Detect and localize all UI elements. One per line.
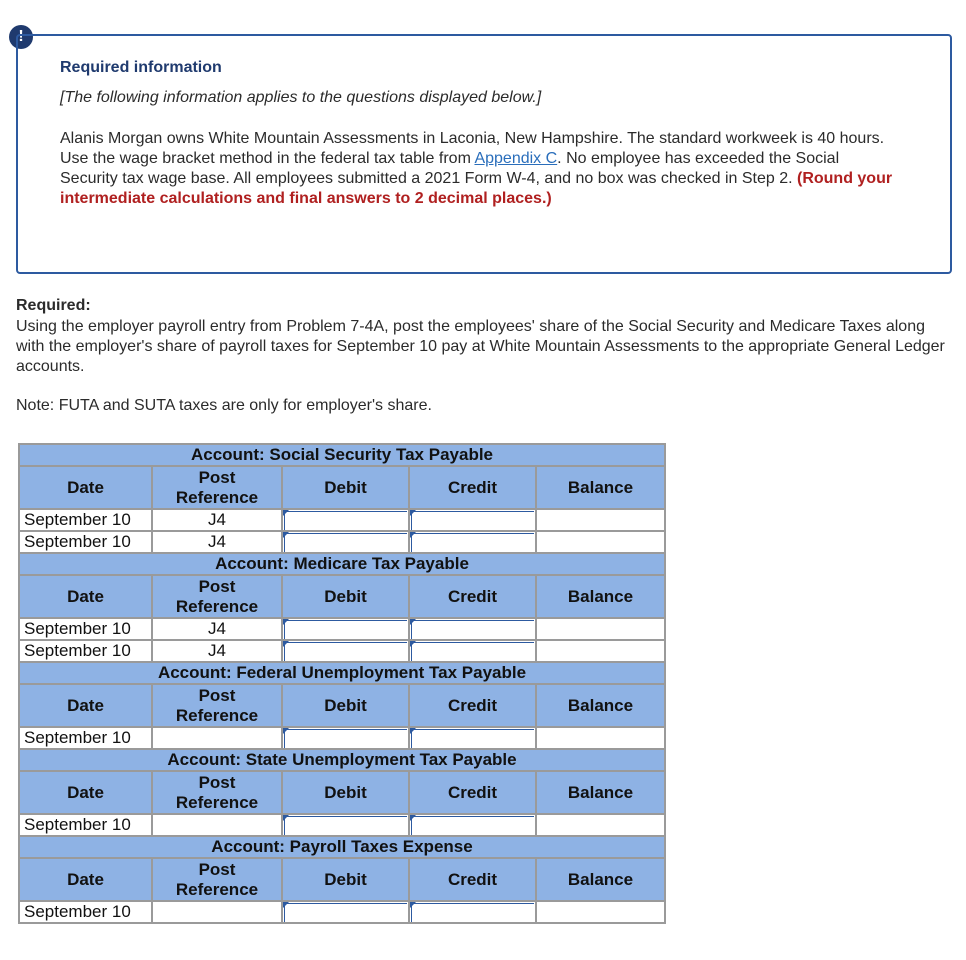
- credit-cell: [409, 618, 536, 640]
- balance-cell: [536, 901, 665, 923]
- post-header-line1: Post: [198, 772, 236, 792]
- post-header-line1: Post: [198, 685, 236, 705]
- account-title-row: [19, 553, 665, 575]
- debit-header: Debit: [282, 684, 409, 727]
- date-header: Date: [19, 575, 152, 618]
- date-header: Date: [19, 858, 152, 901]
- account-title: Account: Social Security Tax Payable: [19, 444, 665, 466]
- column-header-row: [19, 858, 665, 901]
- balance-header: Balance: [536, 771, 665, 814]
- account-title: Account: State Unemployment Tax Payable: [19, 749, 665, 771]
- debit-cell: [282, 640, 409, 662]
- credit-input[interactable]: [411, 620, 534, 639]
- credit-input[interactable]: [411, 533, 534, 552]
- input-marker-icon: [283, 902, 289, 908]
- required-heading: Required:: [16, 297, 91, 314]
- input-marker-icon: [410, 532, 416, 538]
- balance-header: Balance: [536, 575, 665, 618]
- ledger-row: [19, 727, 665, 749]
- rounding-instruction: (Round your intermediate calculations and final answers to 2 decimal places.): [60, 170, 893, 207]
- credit-header: Credit: [409, 466, 536, 509]
- date-header: Date: [19, 684, 152, 727]
- row-post-reference: [152, 901, 282, 923]
- credit-input[interactable]: [411, 903, 534, 922]
- post-reference-header: [152, 575, 282, 618]
- column-header-row: [19, 575, 665, 618]
- input-marker-icon: [410, 510, 416, 516]
- row-post-reference: [152, 727, 282, 749]
- credit-header: Credit: [409, 684, 536, 727]
- post-header-line1: Post: [198, 859, 236, 879]
- input-marker-icon: [410, 641, 416, 647]
- row-post-reference: J4: [152, 509, 282, 531]
- balance-cell: [536, 640, 665, 662]
- input-marker-icon: [410, 815, 416, 821]
- credit-input[interactable]: [411, 642, 534, 661]
- required-text: Using the employer payroll entry from Problem 7-4A, post the employees' share of the Social Security and Medicare Taxes along with the employer's share of payroll taxes for September 10 pay at White Mountain Assessments to the appropriate General Ledger accounts.: [16, 318, 945, 375]
- balance-header: Balance: [536, 684, 665, 727]
- credit-header: Credit: [409, 858, 536, 901]
- row-date: September 10: [19, 901, 152, 923]
- post-header-line1: Post: [198, 576, 236, 596]
- debit-cell: [282, 727, 409, 749]
- account-title: Account: Federal Unemployment Tax Payable: [19, 662, 665, 684]
- row-date: September 10: [19, 640, 152, 662]
- debit-cell: [282, 901, 409, 923]
- debit-input[interactable]: [284, 903, 407, 922]
- row-post-reference: J4: [152, 640, 282, 662]
- input-marker-icon: [283, 641, 289, 647]
- credit-cell: [409, 814, 536, 836]
- balance-cell: [536, 509, 665, 531]
- appendix-c-link[interactable]: Appendix C: [474, 150, 558, 167]
- post-reference-header: [152, 684, 282, 727]
- input-marker-icon: [283, 815, 289, 821]
- credit-input[interactable]: [411, 511, 534, 530]
- date-header: Date: [19, 466, 152, 509]
- debit-header: Debit: [282, 575, 409, 618]
- post-reference-header: [152, 771, 282, 814]
- post-header-line2: Reference: [175, 879, 259, 899]
- credit-cell: [409, 640, 536, 662]
- row-post-reference: [152, 814, 282, 836]
- balance-cell: [536, 618, 665, 640]
- credit-cell: [409, 531, 536, 553]
- balance-header: Balance: [536, 466, 665, 509]
- row-date: September 10: [19, 531, 152, 553]
- post-reference-header: [152, 858, 282, 901]
- post-header-line1: Post: [198, 467, 236, 487]
- ledger-row: [19, 531, 665, 553]
- row-post-reference: J4: [152, 531, 282, 553]
- ledger-row: [19, 901, 665, 923]
- input-marker-icon: [283, 510, 289, 516]
- ledger-row: [19, 509, 665, 531]
- input-marker-icon: [410, 728, 416, 734]
- ledger-row: [19, 814, 665, 836]
- credit-header: Credit: [409, 771, 536, 814]
- debit-header: Debit: [282, 771, 409, 814]
- post-header-line2: Reference: [175, 705, 259, 725]
- note-text: Note: FUTA and SUTA taxes are only for employer's share.: [16, 397, 432, 414]
- debit-input[interactable]: [284, 620, 407, 639]
- input-marker-icon: [283, 619, 289, 625]
- debit-cell: [282, 509, 409, 531]
- account-title-row: [19, 749, 665, 771]
- account-title: Account: Payroll Taxes Expense: [19, 836, 665, 858]
- debit-input[interactable]: [284, 729, 407, 748]
- credit-cell: [409, 509, 536, 531]
- credit-header: Credit: [409, 575, 536, 618]
- column-header-row: [19, 684, 665, 727]
- column-header-row: [19, 466, 665, 509]
- input-marker-icon: [410, 619, 416, 625]
- balance-cell: [536, 727, 665, 749]
- alert-icon: !: [9, 25, 33, 49]
- row-post-reference: J4: [152, 618, 282, 640]
- post-header-line2: Reference: [175, 596, 259, 616]
- account-title-row: [19, 836, 665, 858]
- debit-cell: [282, 618, 409, 640]
- debit-cell: [282, 814, 409, 836]
- info-subtitle: [The following information applies to the questions displayed below.]: [60, 89, 542, 106]
- debit-input[interactable]: [284, 642, 407, 661]
- column-header-row: [19, 771, 665, 814]
- credit-input[interactable]: [411, 816, 534, 835]
- balance-header: Balance: [536, 858, 665, 901]
- credit-input[interactable]: [411, 729, 534, 748]
- post-reference-header: [152, 466, 282, 509]
- row-date: September 10: [19, 814, 152, 836]
- debit-input[interactable]: [284, 533, 407, 552]
- info-body: [60, 129, 900, 209]
- balance-cell: [536, 531, 665, 553]
- general-ledger-table: [18, 443, 666, 924]
- account-title: Account: Medicare Tax Payable: [19, 553, 665, 575]
- debit-header: Debit: [282, 466, 409, 509]
- ledger-row: [19, 618, 665, 640]
- input-marker-icon: [283, 532, 289, 538]
- debit-input[interactable]: [284, 511, 407, 530]
- post-header-line2: Reference: [175, 792, 259, 812]
- ledger-row: [19, 640, 665, 662]
- post-header-line2: Reference: [175, 487, 259, 507]
- balance-cell: [536, 814, 665, 836]
- debit-cell: [282, 531, 409, 553]
- credit-cell: [409, 901, 536, 923]
- input-marker-icon: [410, 902, 416, 908]
- date-header: Date: [19, 771, 152, 814]
- credit-cell: [409, 727, 536, 749]
- row-date: September 10: [19, 727, 152, 749]
- debit-header: Debit: [282, 858, 409, 901]
- row-date: September 10: [19, 618, 152, 640]
- account-title-row: [19, 662, 665, 684]
- info-title: Required information: [60, 59, 222, 76]
- row-date: September 10: [19, 509, 152, 531]
- account-title-row: [19, 444, 665, 466]
- input-marker-icon: [283, 728, 289, 734]
- debit-input[interactable]: [284, 816, 407, 835]
- info-body-text-2: . No employee has exceeded the Social Security tax wage base. All employees submitted a 2021 Form W-4, and no box was checked in Step 2.: [60, 150, 840, 187]
- info-body-text-1: Alanis Morgan owns White Mountain Assessments in Laconia, New Hampshire. The standard workweek is 40 hours. Use the wage bracket method in the federal tax table from: [60, 130, 885, 167]
